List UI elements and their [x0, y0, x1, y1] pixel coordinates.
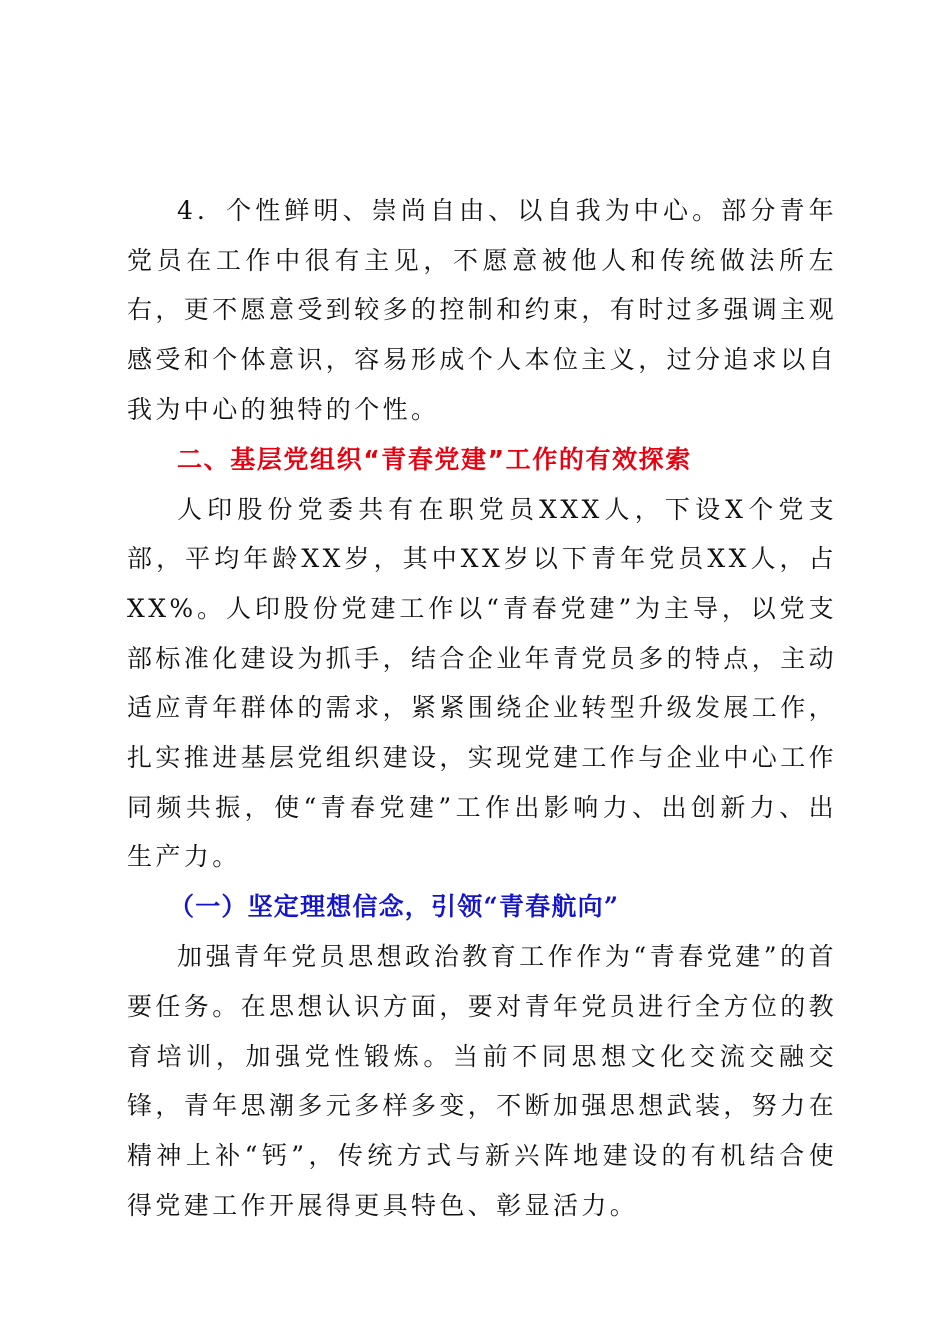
section-2-heading: 二、基层党组织“青春党建”工作的有效探索: [177, 444, 692, 474]
document-body: [127, 186, 837, 1230]
paragraph-4: 4．个性鲜明、崇尚自由、以自我为中心。部分青年党员在工作中很有主见，不愿意被他人和传统做法所左右，更不愿意受到较多的控制和约束，有时过多强调主观感受和个体意识，容易形成个人本位主义，过分追求以自我为中心的独特的个性。: [127, 196, 838, 424]
section-2-intro-paragraph: 人印股份党委共有在职党员XXX人，下设X个党支部，平均年龄XX岁，其中XX岁以下青年党员XX人，占XX%。人印股份党建工作以“青春党建”为主导，以党支部标准化建设为抓手，结合企业年青党员多的特点，主动适应青年群体的需求，紧紧围绕企业转型升级发展工作，扎实推进基层党组织建设，实现党建工作与企业中心工作同频共振，使“青春党建”工作出影响力、出创新力、出生产力。: [127, 494, 838, 872]
subsection-1-body-paragraph: 加强青年党员思想政治教育工作作为“青春党建”的首要任务。在思想认识方面，要对青年党员进行全方位的教育培训，加强党性锻炼。当前不同思想文化交流交融交锋，青年思潮多元多样多变，不断加强思想武装，努力在精神上补“钙”，传统方式与新兴阵地建设的有机结合使得党建工作开展得更具特色、彰显活力。: [127, 942, 838, 1220]
subsection-1-heading: （一）坚定理想信念，引领“青春航向”: [169, 892, 620, 922]
